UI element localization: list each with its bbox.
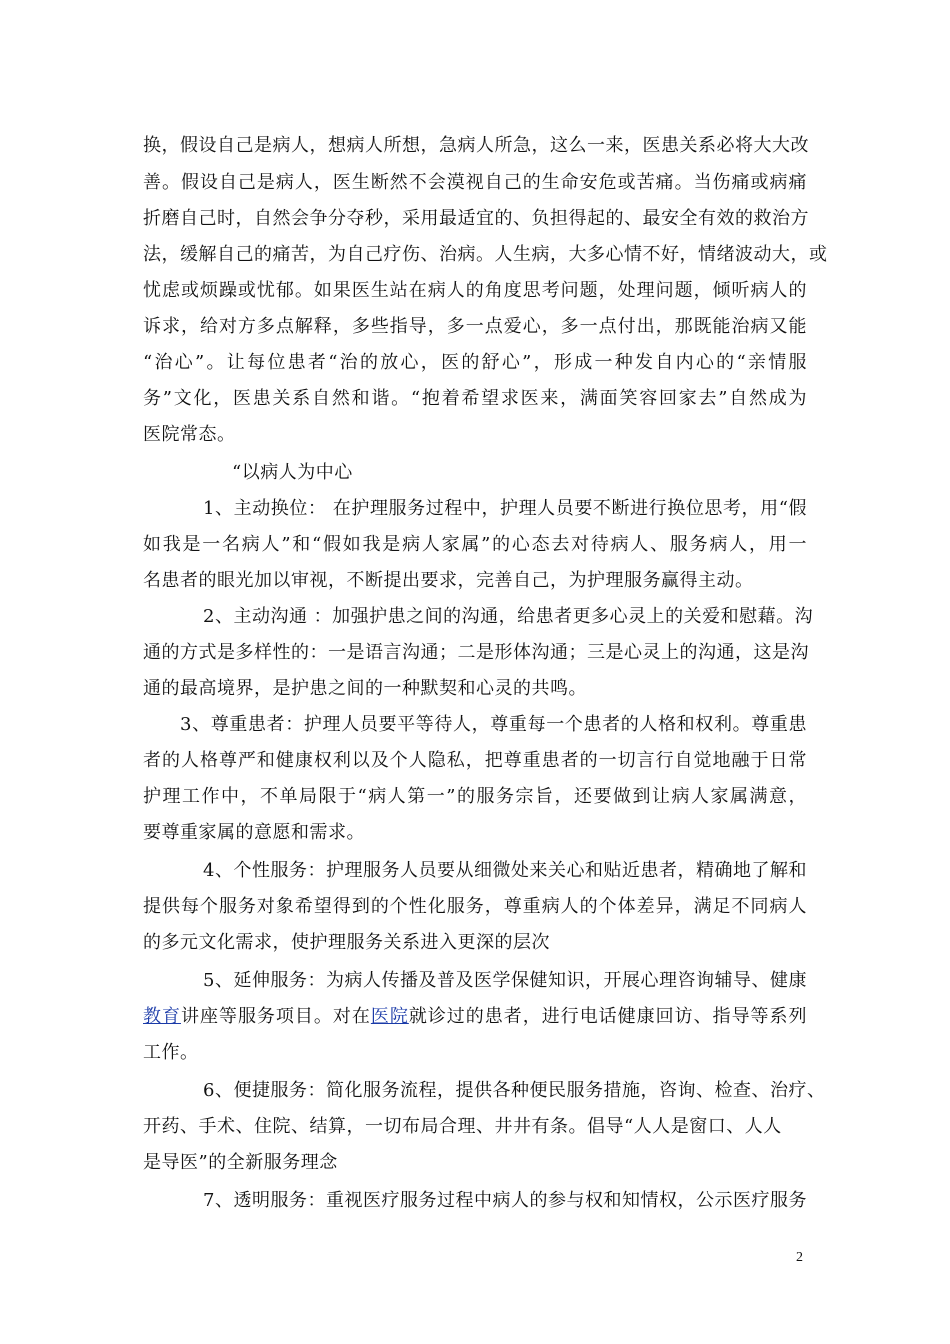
paragraph-line: “治心”。让每位患者“治的放心，医的舒心”，形成一种发自内心的“亲情服	[143, 352, 807, 373]
paragraph-line-with-links	[143, 1005, 807, 1029]
paragraph-line: 是导医”的全新服务理念	[143, 1152, 338, 1173]
list-item-2-line: 2、主动沟通 ：加强护患之间的沟通，给患者更多心灵上的关爱和慰藉。沟	[203, 606, 814, 627]
page-number: 2	[796, 1250, 803, 1265]
paragraph-line: 通的方式是多样性的：一是语言沟通；二是形体沟通；三是心灵上的沟通，这是沟	[143, 642, 809, 663]
list-item-6-line: 6、便捷服务：简化服务流程，提供各种便民服务措施，咨询、检查、治疗、	[203, 1080, 826, 1101]
paragraph-line: 的多元文化需求，使护理服务关系进入更深的层次	[143, 932, 550, 953]
list-item-1-line: 1、主动换位： 在护理服务过程中，护理人员要不断进行换位思考，用“假	[203, 498, 807, 519]
link-jiaoyu[interactable]: 教育	[143, 1006, 181, 1027]
link-line-text: 讲座等服务项目。对在	[180, 1006, 371, 1027]
paragraph-line: 要尊重家属的意愿和需求。	[143, 822, 365, 843]
list-item-4-line: 4、个性服务：护理服务人员要从细微处来关心和贴近患者，精确地了解和	[203, 860, 807, 881]
list-item-3-line: 3、尊重患者：护理人员要平等待人，尊重每一个患者的人格和权利。尊重患	[180, 714, 807, 735]
paragraph-line: 者的人格尊严和健康权利以及个人隐私，把尊重患者的一切言行自觉地融于日常	[143, 750, 807, 771]
paragraph-line: 通的最高境界，是护患之间的一种默契和心灵的共鸣。	[143, 678, 587, 699]
paragraph-line: 如我是一名病人”和“假如我是病人家属”的心态去对待病人、服务病人，用一	[143, 534, 807, 555]
paragraph-line: 工作。	[143, 1042, 199, 1063]
list-item-7-line: 7、透明服务：重视医疗服务过程中病人的参与权和知情权，公示医疗服务	[203, 1190, 807, 1211]
paragraph-line: 忧虑或烦躁或忧郁。如果医生站在病人的角度思考问题，处理问题，倾听病人的	[143, 280, 807, 301]
paragraph-line: 务”文化，医患关系自然和谐。“抱着希望求医来，满面笑容回家去”自然成为	[143, 388, 807, 409]
link-line-tail: 就诊过的患者，进行电话健康回访、指导等系列	[408, 1006, 808, 1027]
paragraph-line: 开药、手术、住院、结算，一切布局合理、井井有条。倡导“人人是窗口、人人	[143, 1116, 782, 1137]
paragraph-line: 换，假设自己是病人，想病人所想，急病人所急，这么一来，医患关系必将大大改	[143, 135, 809, 156]
paragraph-line: 法，缓解自己的痛苦，为自己疗伤、治病。人生病，大多心情不好，情绪波动大，或	[143, 244, 828, 265]
paragraph-line: 善。假设自己是病人，医生断然不会漠视自己的生命安危或苦痛。当伤痛或病痛	[143, 172, 807, 193]
paragraph-line: 名患者的眼光加以审视，不断提出要求，完善自己，为护理服务赢得主动。	[143, 570, 754, 591]
paragraph-line: 医院常态。	[143, 424, 236, 445]
link-yiyuan[interactable]: 医院	[370, 1006, 409, 1027]
paragraph-line: 诉求，给对方多点解释，多些指导，多一点爱心，多一点付出，那既能治病又能	[143, 316, 807, 337]
paragraph-line: 折磨自己时，自然会争分夺秒，采用最适宜的、负担得起的、最安全有效的救治方	[143, 208, 809, 229]
section-heading: “以病人为中心	[232, 462, 353, 483]
list-item-5-line: 5、延伸服务：为病人传播及普及医学保健知识，开展心理咨询辅导、健康	[203, 970, 807, 991]
paragraph-line: 提供每个服务对象希望得到的个性化服务，尊重病人的个体差异，满足不同病人	[143, 896, 807, 917]
paragraph-line: 护理工作中，不单局限于“病人第一”的服务宗旨，还要做到让病人家属满意，	[143, 786, 807, 807]
